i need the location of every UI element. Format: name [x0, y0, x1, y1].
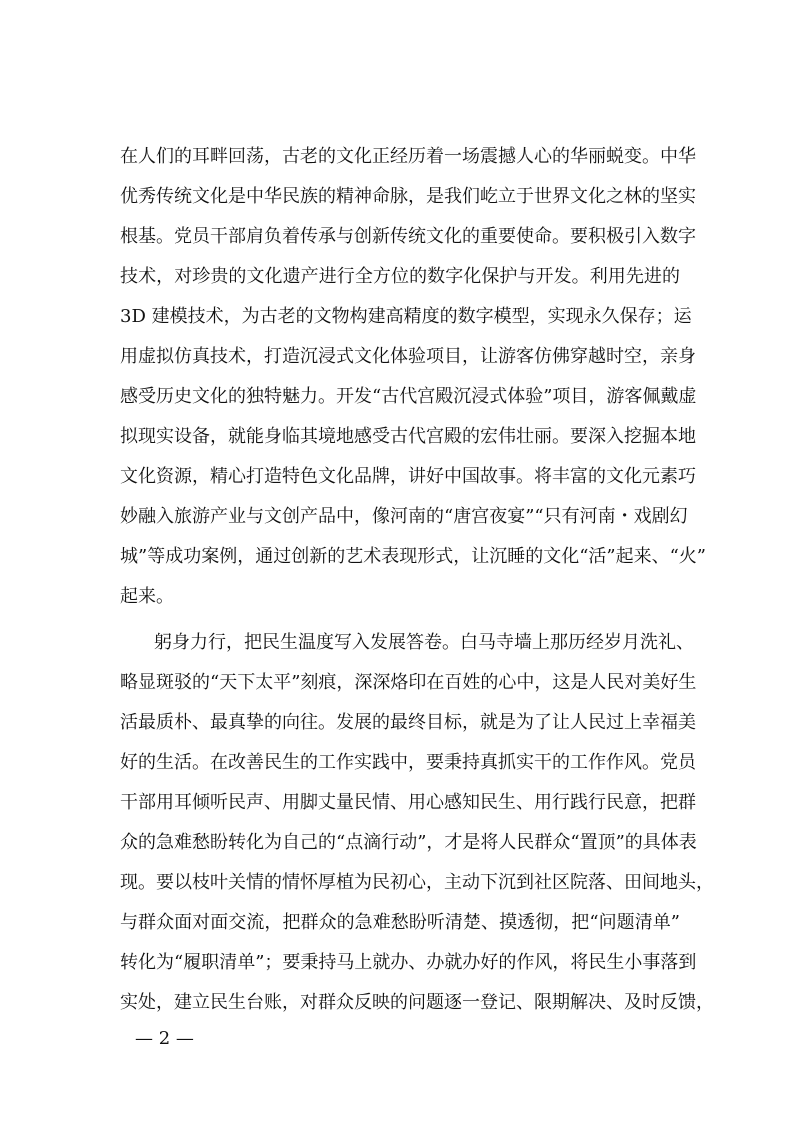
paragraph-2-line-4: 好的生活。在改善民生的工作实践中，要秉持真抓实干的工作作风。党员 — [120, 752, 696, 773]
paragraph-1-line-5: 3D 建模技术，为古老的文物构建高精度的数字模型，实现永久保存；运 — [120, 306, 692, 327]
paragraph-2-line-5: 干部用耳倾听民声、用脚丈量民情、用心感知民生、用行践行民意，把群 — [120, 792, 696, 813]
paragraph-1-line-1: 在人们的耳畔回荡，古老的文化正经历着一场震撼人心的华丽蜕变。中华 — [120, 146, 696, 167]
paragraph-1-line-7: 感受历史文化的独特魅力。开发“古代宫殿沉浸式体验”项目，游客佩戴虚 — [120, 386, 697, 407]
paragraph-2-line-2: 略显斑驳的“天下太平”刻痕，深深烙印在百姓的心中，这是人民对美好生 — [120, 672, 697, 693]
paragraph-2-line-10: 实处，建立民生台账，对群众反映的问题逐一登记、限期解决、及时反馈， — [120, 992, 714, 1013]
paragraph-1-line-12: 起来。 — [120, 586, 174, 607]
paragraph-1-line-2: 优秀传统文化是中华民族的精神命脉，是我们屹立于世界文化之林的坚实 — [120, 186, 696, 207]
paragraph-2-line-8: 与群众面对面交流，把群众的急难愁盼听清楚、摸透彻，把“问题清单” — [120, 912, 680, 933]
paragraph-2-line-9: 转化为“履职清单”；要秉持马上就办、办就办好的作风，将民生小事落到 — [120, 952, 697, 973]
paragraph-1-line-8: 拟现实设备，就能身临其境地感受古代宫殿的宏伟壮丽。要深入挖掘本地 — [120, 426, 696, 447]
paragraph-1-line-4: 技术，对珍贵的文化遗产进行全方位的数字化保护与开发。利用先进的 — [120, 266, 680, 287]
paragraph-2-line-1: 躬身力行，把民生温度写入发展答卷。白马寺墙上那历经岁月洗礼、 — [154, 632, 694, 653]
page-number: — 2 — — [135, 1028, 194, 1049]
paragraph-1-line-9: 文化资源，精心打造特色文化品牌，讲好中国故事。将丰富的文化元素巧 — [120, 466, 696, 487]
paragraph-2-line-3: 活最质朴、最真挚的向往。发展的最终目标，就是为了让人民过上幸福美 — [120, 712, 696, 733]
paragraph-2-line-6: 众的急难愁盼转化为自己的“点滴行动”，才是将人民群众“置顶”的具体表 — [120, 832, 697, 853]
paragraph-2-line-7: 现。要以枝叶关情的情怀厚植为民初心，主动下沉到社区院落、田间地头， — [120, 872, 714, 893]
paragraph-1-line-3: 根基。党员干部肩负着传承与创新传统文化的重要使命。要积极引入数字 — [120, 226, 696, 247]
paragraph-1-line-10: 妙融入旅游产业与文创产品中，像河南的“唐宫夜宴”“只有河南・戏剧幻 — [120, 506, 688, 527]
paragraph-1-line-6: 用虚拟仿真技术，打造沉浸式文化体验项目，让游客仿佛穿越时空，亲身 — [120, 346, 696, 367]
paragraph-1-line-11: 城”等成功案例，通过创新的艺术表现形式，让沉睡的文化“活”起来、“火” — [120, 546, 707, 567]
